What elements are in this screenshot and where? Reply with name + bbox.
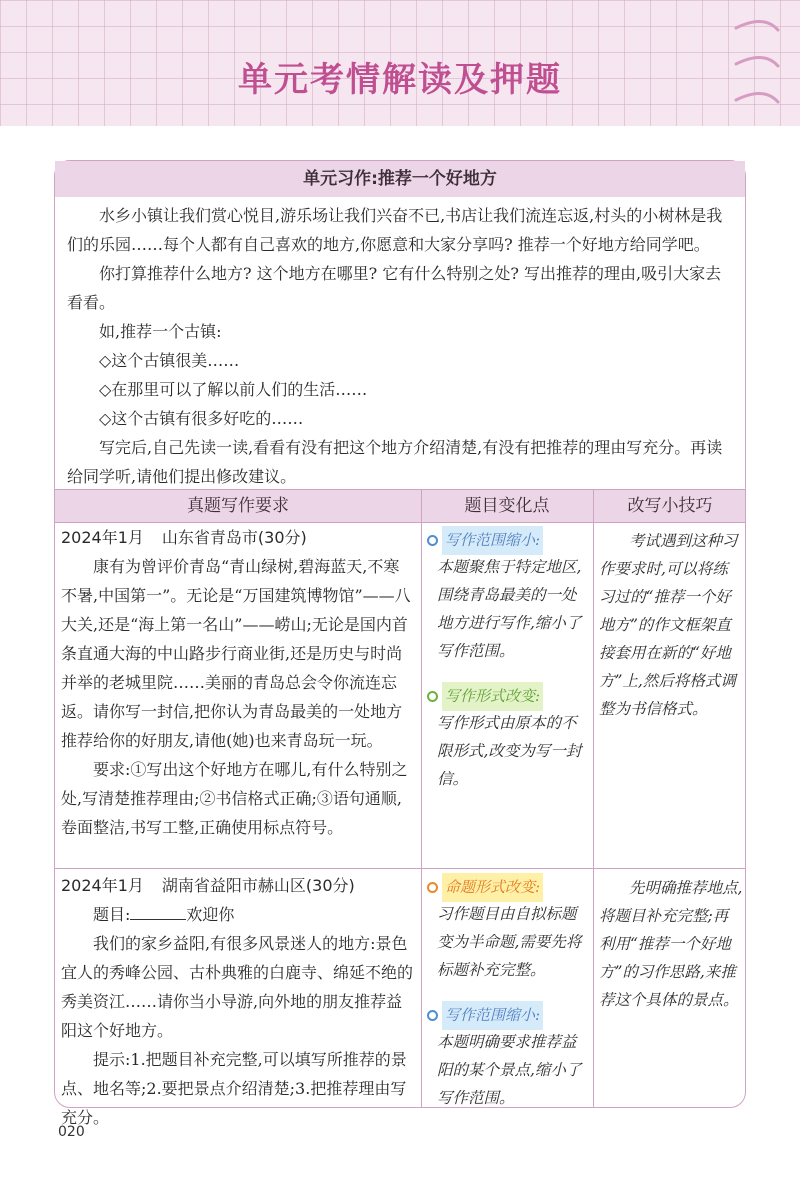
rewrite-tip: 考试遇到这种习作要求时,可以将练习过的“推荐一个好地方”的作文框架直接套用在新的“好地方”上,然后将格式调整为书信格式。 (599, 532, 738, 718)
prompt-text (55, 197, 745, 489)
change-note: 本题聚焦于特定地区,围绕青岛最美的一处地方进行写作,缩小了写作范围。 (437, 558, 582, 660)
change-tag: 写作范围缩小: (427, 1002, 587, 1028)
example-bullet: ◇这个古镇有很多好吃的…… (99, 409, 304, 428)
question-requirements: 要求:①写出这个好地方在哪儿,有什么特别之处,写清楚推荐理由;②书信格式正确;③语句通顺,卷面整洁,书写工整,正确使用标点符号。 (61, 760, 408, 837)
exam-date: 2024年1月 (61, 876, 144, 895)
example-bullet: ◇这个古镇很美…… (99, 351, 240, 370)
prompt-paragraph: 水乡小镇让我们赏心悦目,游乐场让我们兴奋不已,书店让我们流连忘返,村头的小树林是我们的乐园……每个人都有自己喜欢的地方,你愿意和大家分享吗? 推荐一个好地方给同学吧。 (67, 206, 723, 254)
page-number: 020 (58, 1124, 85, 1140)
change-points (427, 874, 587, 1112)
row-heading (61, 523, 415, 552)
question-hints: 提示:1.把题目补充完整,可以填写所推荐的景点、地名等;2.要把景点介绍清楚;3.把推荐理由写充分。 (61, 1050, 407, 1127)
fill-blank (130, 904, 186, 920)
header-changes: 题目变化点 (464, 496, 550, 516)
change-tag: 写作形式改变: (427, 683, 587, 709)
exercise-box (54, 160, 746, 1127)
header-requirements: 真题写作要求 (187, 496, 289, 516)
row-heading (61, 871, 415, 900)
change-note: 本题明确要求推荐益阳的某个景点,缩小了写作范围。 (437, 1033, 582, 1107)
exam-region: 山东省青岛市(30分) (161, 528, 307, 547)
change-note: 习作题目由自拟标题变为半命题,需要先将标题补充完整。 (437, 905, 582, 979)
table-row (61, 523, 415, 842)
exam-date: 2024年1月 (61, 528, 144, 547)
change-note: 写作形式由原本的不限形式,改变为写一封信。 (437, 714, 582, 788)
column-divider (593, 489, 594, 1107)
page-title: 单元考情解读及押题 (238, 60, 562, 100)
question-body: 康有为曾评价青岛“青山绿树,碧海蓝天,不寒不暑,中国第一”。无论是“万国建筑博物馆”——八大关,还是“海上第一名山”——崂山;无论是国内首条直通大海的中山路步行商业街,还是历史与时尚并举的老城里院……美丽的青岛总会令你流连忘返。请你写一封信,把你认为青岛最美的一处地方推荐给你的好朋友,请他(她)也来青岛玩一玩。 (61, 557, 411, 750)
question-body: 我们的家乡益阳,有很多风景迷人的地方:景色宜人的秀峰公园、古朴典雅的白鹿寺、绵延不绝的秀美资江……请你当小导游,向外地的朋友推荐益阳这个好地方。 (61, 934, 414, 1040)
change-tag: 命题形式改变: (427, 874, 587, 900)
question-subject: 题目: 欢迎你 (93, 905, 235, 924)
circle-bullet-icon (427, 1010, 438, 1021)
header-tips: 改写小技巧 (627, 496, 713, 516)
closing-paragraph: 写完后,自己先读一读,看看有没有把这个地方介绍清楚,有没有把推荐的理由写充分。再读给同学听,请他们提出修改建议。 (67, 438, 723, 486)
section-title: 单元习作:推荐一个好地方 (55, 161, 745, 197)
row-divider (55, 868, 745, 869)
table-header (55, 489, 745, 523)
change-tag: 写作范围缩小: (427, 527, 587, 553)
circle-bullet-icon (427, 691, 438, 702)
exam-region: 湖南省益阳市赫山区(30分) (161, 876, 355, 895)
column-divider (421, 489, 422, 1107)
page-header (0, 0, 800, 126)
circle-bullet-icon (427, 535, 438, 546)
example-lead: 如,推荐一个古镇: (99, 322, 222, 341)
change-points (427, 527, 587, 793)
example-bullet: ◇在那里可以了解以前人们的生活…… (99, 380, 368, 399)
circle-bullet-icon (427, 882, 438, 893)
table-row (61, 871, 415, 1132)
prompt-paragraph: 你打算推荐什么地方? 这个地方在哪里? 它有什么特别之处? 写出推荐的理由,吸引大家去看看。 (67, 264, 722, 312)
rewrite-tip: 先明确推荐地点,将题目补充完整;再利用“推荐一个好地方”的习作思路,来推荐这个具体的景点。 (599, 879, 743, 1009)
